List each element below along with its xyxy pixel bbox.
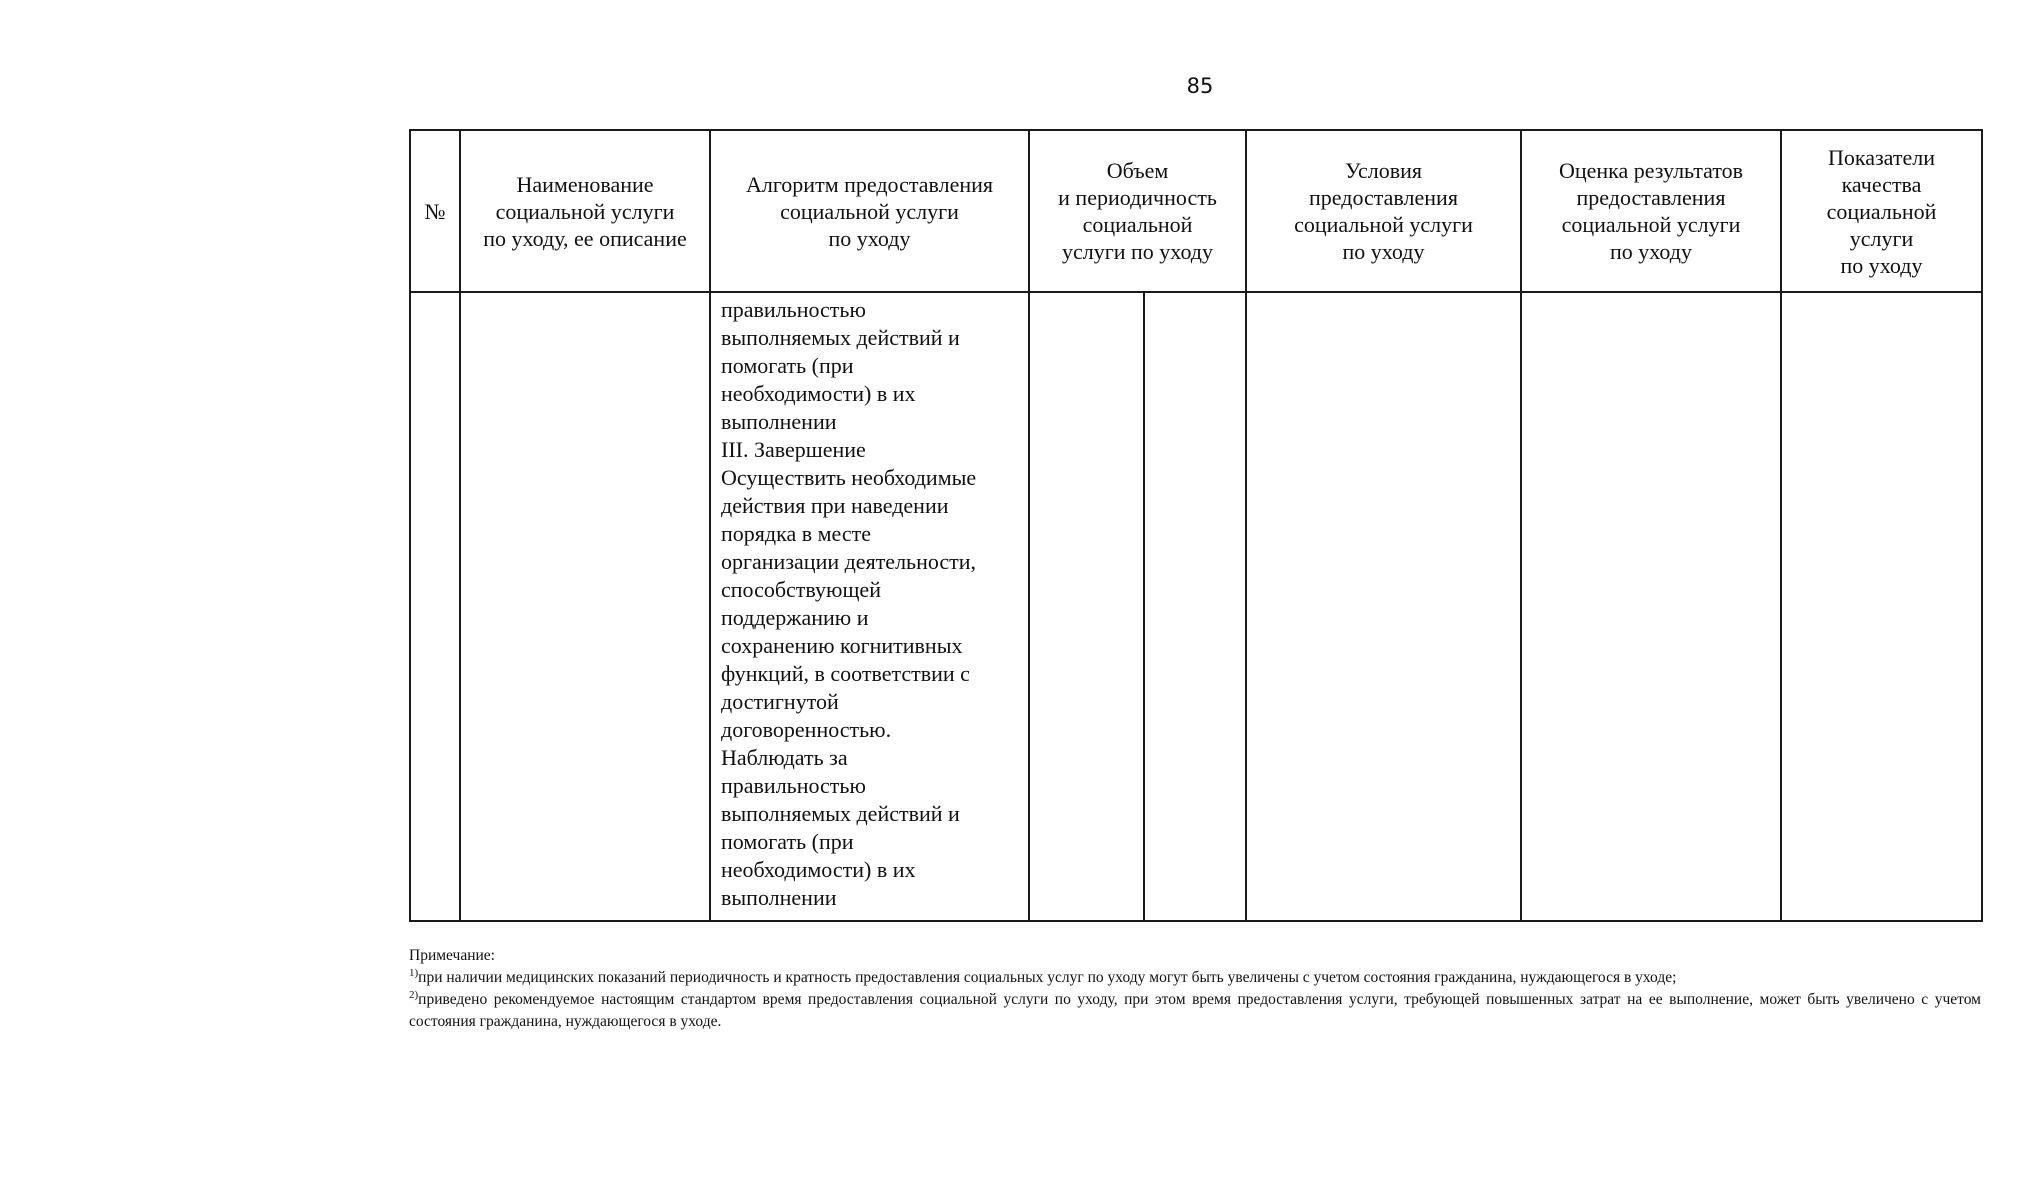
notes-section — [409, 945, 1981, 1033]
table-row — [410, 292, 1982, 921]
note-1 — [409, 967, 1981, 989]
header-volume-periodicity: Объем и периодичность социальной услуги по уходу — [1029, 130, 1246, 292]
header-number: № — [410, 130, 460, 292]
services-table — [409, 129, 1983, 922]
header-algorithm: Алгоритм предоставления социальной услуги по уходу — [710, 130, 1029, 292]
page-number: 85 — [1186, 74, 1214, 98]
note-1-mark: 1) — [409, 966, 419, 979]
cell-algorithm — [710, 292, 1029, 921]
header-evaluation: Оценка результатов предоставления социальной услуги по уходу — [1521, 130, 1781, 292]
cell-number — [410, 292, 460, 921]
note-2-mark: 2) — [409, 988, 419, 1001]
cell-conditions — [1246, 292, 1521, 921]
header-quality-indicators: Показатели качества социальной услуги по уходу — [1781, 130, 1982, 292]
cell-service-name — [460, 292, 710, 921]
table-header-row — [410, 130, 1982, 292]
cell-quality — [1781, 292, 1982, 921]
notes-title: Примечание: — [409, 947, 495, 964]
cell-evaluation — [1521, 292, 1781, 921]
note-2-text: приведено рекомендуемое настоящим стандартом время предоставления социальной услуги по уходу, при этом время предоставления услуги, требующей повышенных затрат на ее выполнение, может быть увеличено с учетом состояния гражданина, нуждающегося в уходе. — [409, 991, 1981, 1030]
algorithm-text: правильностью выполняемых действий и помогать (при необходимости) в их выполнении III. Завершение Осуществить необходимые действия при наведении порядка в месте организации деятельности, способствующей поддержанию и сохранению когнитивных функций, в соответствии с достигнутой договоренностью. Наблюдать за правильностью выполняемых действий и помогать (при необходимости) в их выполнении — [721, 297, 977, 910]
note-1-text: при наличии медицинских показаний периодичность и кратность предоставления социальных услуг по уходу могут быть увеличены с учетом состояния гражданина, нуждающегося в уходе; — [418, 969, 1677, 986]
header-conditions: Условия предоставления социальной услуги по уходу — [1246, 130, 1521, 292]
note-2 — [409, 989, 1981, 1033]
cell-periodicity — [1144, 292, 1246, 921]
cell-volume — [1029, 292, 1144, 921]
header-service-name: Наименование социальной услуги по уходу, ее описание — [460, 130, 710, 292]
